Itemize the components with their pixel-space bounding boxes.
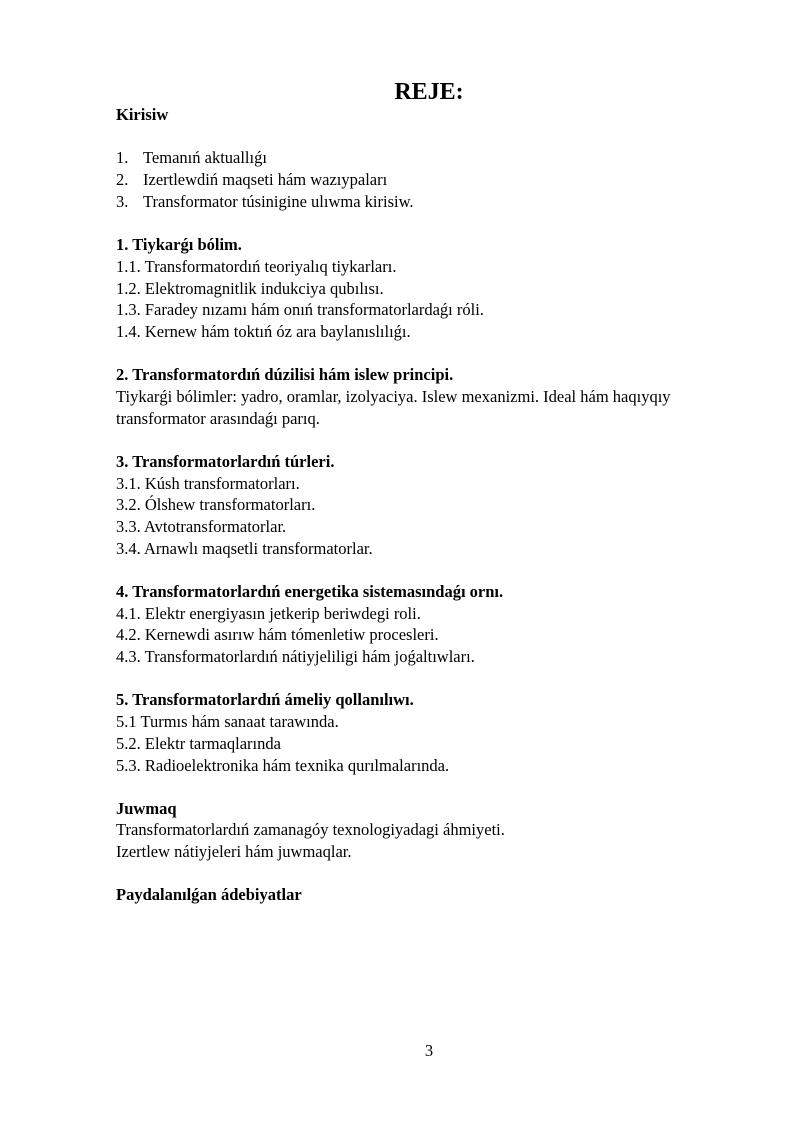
intro-heading: Kirisiw	[116, 105, 169, 124]
list-item: 1.3. Faradey nızamı hám onıń transformatorlardaǵı róli.	[116, 300, 484, 320]
list-item: 1.1. Transformatordıń teoriyalıq tiykarları.	[116, 256, 397, 276]
list-item: 1. Temanıń aktuallıǵı	[116, 148, 267, 168]
list-item: 4.2. Kernewdi asırıw hám tómenletiw procesleri.	[116, 625, 439, 645]
page-title: REJE:	[394, 79, 464, 105]
list-item: 3.1. Kúsh transformatorları.	[116, 473, 300, 493]
section-1-heading: 1. Tiykarǵı bólim.	[116, 234, 242, 254]
list-item: 4.1. Elektr energiyasın jetkerip beriwdegi roli.	[116, 603, 421, 623]
section-3-heading: 3. Transformatorlardıń túrleri.	[116, 451, 335, 471]
list-item: 1.4. Kernew hám toktıń óz ara baylanıslılıǵı.	[116, 322, 411, 342]
section-4-heading: 4. Transformatorlardıń energetika sistemasındaǵı ornı.	[116, 581, 504, 601]
list-item: 1.2. Elektromagnitlik indukciya qubılısı.	[116, 278, 384, 298]
references-heading: Paydalanılǵan ádebiyatlar	[116, 885, 302, 905]
list-item: 5.1 Turmıs hám sanaat tarawında.	[116, 712, 339, 732]
list-item: 3.4. Arnawlı maqsetli transformatorlar.	[116, 538, 373, 558]
intro-list	[116, 147, 706, 212]
section-2-text: Tiykarǵi bólimler: yadro, oramlar, izolyaciya. Islew mexanizmi. Ideal hám haqıyqıy transformator arasındaǵı parıq.	[116, 386, 671, 428]
list-item: 5.2. Elektr tarmaqlarında	[116, 733, 281, 753]
list-item: 2. Izertlewdiń maqseti hám wazıypaları	[116, 170, 388, 190]
list-item: 4.3. Transformatorlardıń nátiyjeliligi hám joǵaltıwları.	[116, 647, 475, 667]
section-2-heading: 2. Transformatordıń dúzilisi hám islew principi.	[116, 365, 454, 385]
conclusion-line: Transformatorlardıń zamanagóy texnologiyadagi áhmiyeti.	[116, 820, 505, 840]
page-number: 3	[424, 1041, 434, 1060]
list-item: 3. Transformator túsinigine ulıwma kirisiw.	[116, 191, 414, 211]
list-item: 5.3. Radioelektronika hám texnika qurılmalarında.	[116, 755, 450, 775]
list-item: 3.3. Avtotransformatorlar.	[116, 517, 287, 537]
conclusion-heading: Juwmaq	[116, 798, 177, 818]
section-5-heading: 5. Transformatorlardıń ámeliy qollanılıwı.	[116, 690, 414, 710]
table-of-contents	[116, 104, 706, 906]
list-item: 3.2. Ólshew transformatorları.	[116, 495, 316, 515]
conclusion-line: Izertlew nátiyjeleri hám juwmaqlar.	[116, 842, 352, 862]
